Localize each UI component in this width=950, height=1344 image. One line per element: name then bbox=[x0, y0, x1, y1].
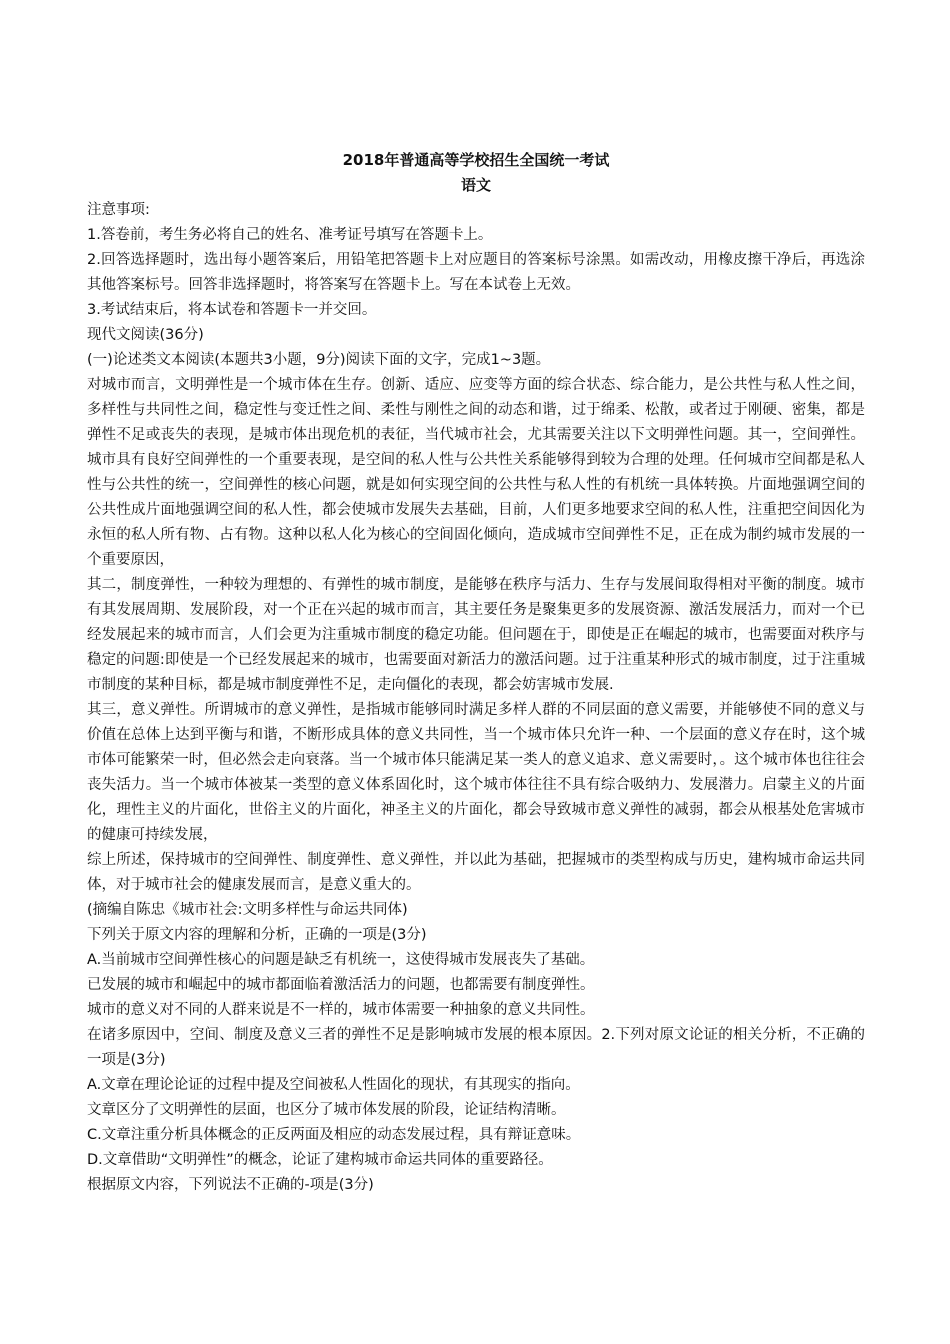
subject-title: 语文 bbox=[460, 176, 491, 194]
question-1-option: 城市的意义对不同的人群来说是不一样的，城市体需要一种抽象的意义共同性。 bbox=[87, 1002, 595, 1018]
notice-item: 1.答卷前，考生务必将自己的姓名、准考证号填写在答题卡上。 bbox=[87, 227, 493, 243]
question-2-option: A.文章在理论论证的过程中提及空间被私人性固化的现状，有其现实的指向。 bbox=[87, 1077, 580, 1093]
exam-title: 2018年普通高等学校招生全国统一考试 bbox=[342, 151, 610, 169]
notice-item: 2.回答选择题时，选出每小题答案后，用铅笔把答题卡上对应题目的答案标号涂黑。如需改动，用橡皮擦干净后，再选涂其他答案标号。回答非选择题时，将答案写在答题卡上。写在本试卷上无效。 bbox=[87, 252, 865, 293]
passage-source: (摘编自陈忠《城市社会:文明多样性与命运共同体) bbox=[87, 902, 408, 918]
passage-paragraph: 对城市而言，文明弹性是一个城市体在生存。创新、适应、应变等方面的综合状态、综合能力，是公共性与私人性之间，多样性与共同性之间，稳定性与变迁性之间、柔性与刚性之间的动态和谐，过于绵柔、松散，或者过于刚硬、密集，都是弹性不足或丧失的表现，是城市体出现危机的表征，当代城市社会，尤其需要关注以下文明弹性问题。其一，空间弹性。城市具有良好空间弹性的一个重要表现，是空间的私人性与公共性关系能够得到较为合理的处理。任何城市空间都是私人性与公共性的统一，空间弹性的核心问题，就是如何实现空间的公共性与私人性的有机统一具体转换。片面地强调空间的公共性成片面地强调空间的私人性，都会使城市发展失去基础，目前，人们更多地要求空间的私人性，注重把空间因化为永恒的私人所有物、占有物。这种以私人化为核心的空间固化倾向，造成城市空间弹性不足，正在成为制约城市发展的一个重要原因， bbox=[87, 377, 865, 568]
subsection-heading: (一)论述类文本阅读(本题共3小题，9分)阅读下面的文字，完成1~3题。 bbox=[87, 352, 551, 368]
passage-paragraph: 其三，意义弹性。所谓城市的意义弹性，是指城市能够同时满足多样人群的不同层面的意义需要，并能够使不同的意义与价值在总体上达到平衡与和谐，不断形成具体的意义共同性，当一个城市体只允许一种、一个层面的意义存在时，这个城市体可能繁荣一时，但必然会走向衰落。当一个城市体只能满足某一类人的意义追求、意义需要时，。这个城市体也往往会丧失活力。当一个城市体被某一类型的意义体系固化时，这个城市体往往不具有综合吸纳力、发展潜力。启蒙主义的片面化，理性主义的片面化，世俗主义的片面化，神圣主义的片面化，都会导致城市意义弹性的减弱，都会从根基处危害城市的健康可持续发展， bbox=[87, 702, 865, 843]
question-3: 根据原文内容，下列说法不正确的-项是(3分) bbox=[87, 1177, 374, 1193]
passage-paragraph: 其二，制度弹性，一种较为理想的、有弹性的城市制度，是能够在秩序与活力、生存与发展间取得相对平衡的制度。城市有其发展周期、发展阶段，对一个正在兴起的城市而言，其主要任务是聚集更多的发展资源、激活发展活力，而对一个已经发展起来的城市而言，人们会更为注重城市制度的稳定功能。但问题在于，即使是正在崛起的城市，也需要面对秩序与稳定的问题:即使是一个已经发展起来的城市，也需要面对新活力的激活问题。过于注重某种形式的城市制度，过于注重城市制度的某种目标，都是城市制度弹性不足，走向僵化的表现，都会妨害城市发展. bbox=[87, 577, 865, 693]
section-heading: 现代文阅读(36分) bbox=[87, 327, 204, 343]
notice-heading: 注意事项: bbox=[87, 202, 150, 218]
passage-paragraph: 综上所述，保持城市的空间弹性、制度弹性、意义弹性，并以此为基础，把握城市的类型构成与历史，建构城市命运共同体，对于城市社会的健康发展而言，是意义重大的。 bbox=[87, 852, 865, 893]
question-1-option: 在诸多原因中，空间、制度及意义三者的弹性不足是影响城市发展的根本原因。2.下列对原文论证的相关分析，不正确的一项是(3分) bbox=[87, 1027, 865, 1068]
question-2-option: 文章区分了文明弹性的层面，也区分了城市体发展的阶段，论证结构清晰。 bbox=[87, 1102, 566, 1118]
question-2-option: C.文章注重分析具体概念的正反两面及相应的动态发展过程，具有辩证意味。 bbox=[87, 1127, 581, 1143]
question-1-option: 已发展的城市和崛起中的城市都面临着激活活力的问题，也都需要有制度弹性。 bbox=[87, 977, 595, 993]
exam-page bbox=[87, 148, 865, 1198]
question-2-option: D.文章借助“文明弹性”的概念，论证了建构城市命运共同体的重要路径。 bbox=[87, 1152, 553, 1168]
question-1: 下列关于原文内容的理解和分析，正确的一项是(3分) bbox=[87, 927, 427, 943]
notice-item: 3.考试结束后，将本试卷和答题卡一并交回。 bbox=[87, 302, 377, 318]
question-1-option: A.当前城市空间弹性核心的问题是缺乏有机统一，这使得城市发展丧失了基础。 bbox=[87, 952, 595, 968]
